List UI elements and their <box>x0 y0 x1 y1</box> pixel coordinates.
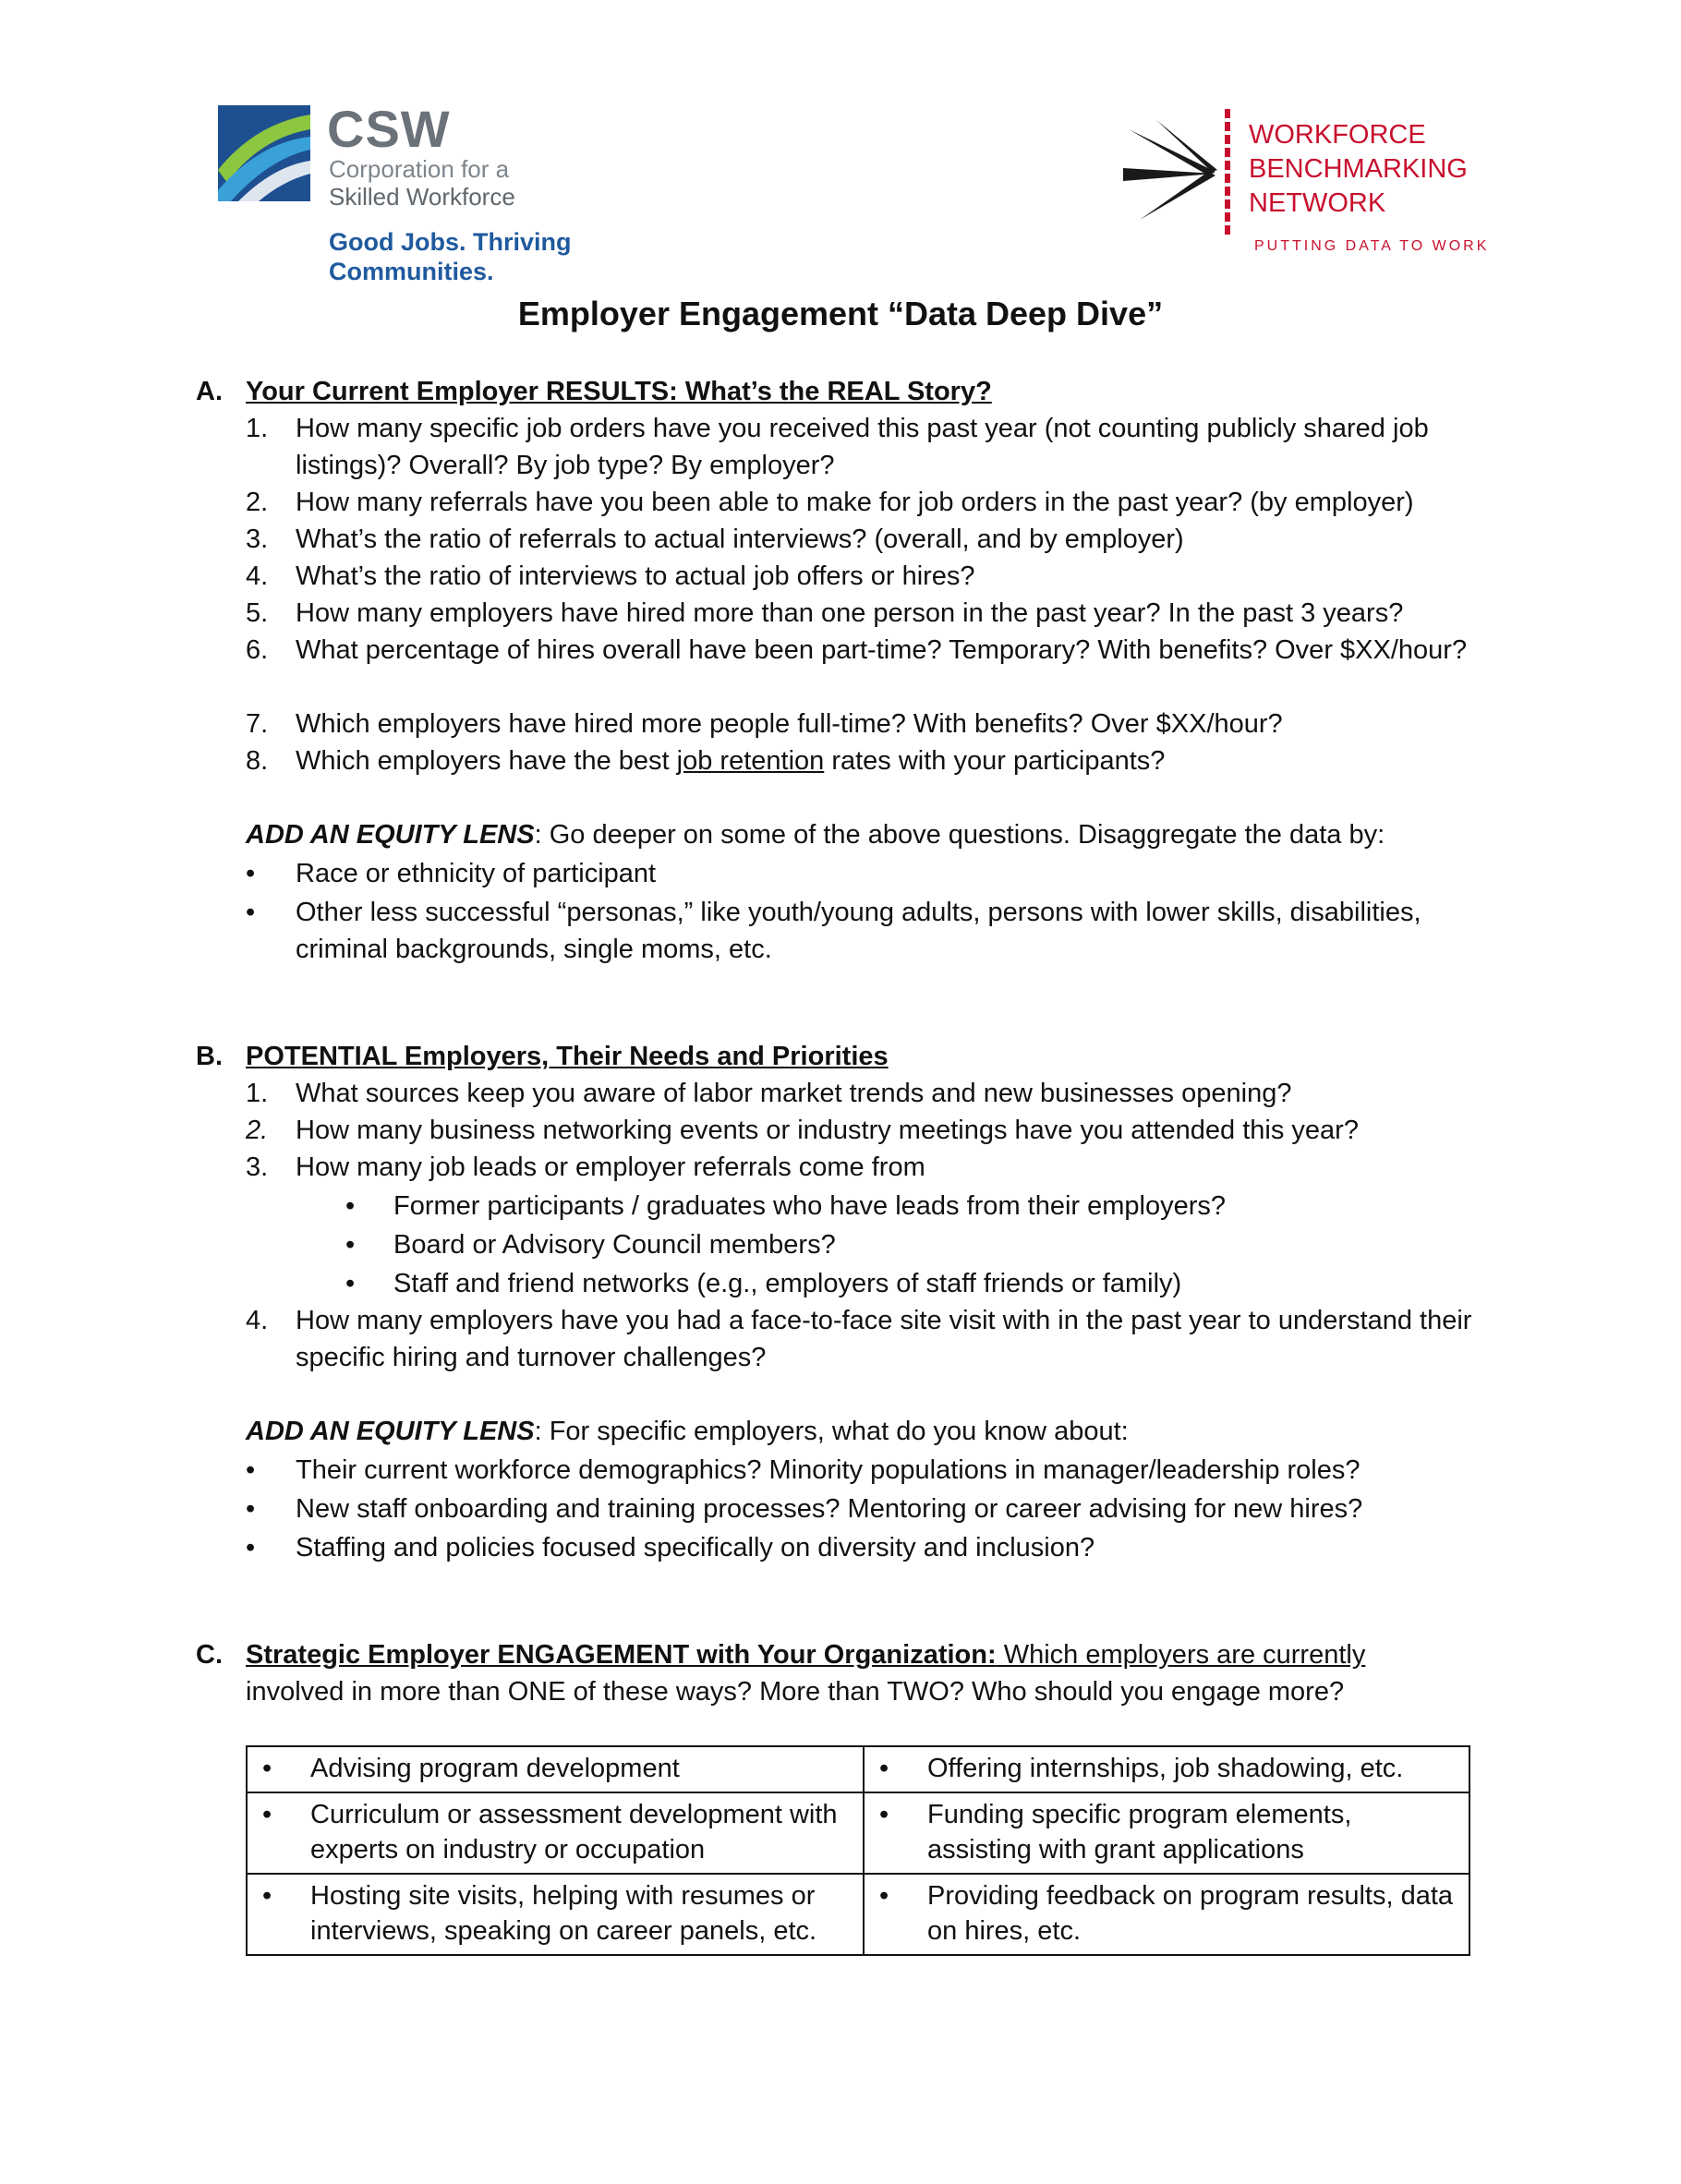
document-page: CSW Corporation for a Skilled Workforce Good Jobs. Thriving Communities. WORKFORCE BENCHMARKING NETWORK PUTTING DATA TO WORK Employer Engagement “Data Deep Dive” A. Your Current Employer RESULTS: What’s the REAL Story? 1. How many specific job orders have you received this past year (not counting publicly shared job listings)? Overall? By job type? By employer? 2. How many referrals have you been able to make for job orders in the past year? (by employer) 3. What’s the ratio of referrals to actual interviews? (overall, and by employer) 4. What’s the ratio of interviews to actual job offers or hires? 5. How many employers have hired more than one person in the past year? In the past 3 years? 6. What percentage of hires overall have been part-time? Temporary? With benefits? Over $XX/hour? 7. Which employers have hired more people full-time? With benefits? Over $XX/hour? 8. Which employers have the best job retention rates with your participants? ADD AN EQUITY LENS: Go deeper on some of the above questions. Disaggregate the data by: • Race or ethnicity of participant • Other less successful “personas,” like youth/young adults, persons with lower skills, disabilities, criminal backgrounds, single moms, etc. B. POTENTIAL Employers, Their Needs and Priorities 1. What sources keep you aware of labor market trends and new businesses opening? 2. How many business networking events or industry meetings have you attended this year? 3. How many job leads or employer referrals come from • Former participants / graduates who have leads from their employers? • Board or Advisory Council members? • Staff and friend networks (e.g., employers of staff friends or family) 4. How many employers have you had a face-to-face site visit with in the past year to understand their specific hiring and turnover challenges? ADD AN EQUITY LENS: For specific employers, what do you know about: • Their current workforce demographics? Minority populations in manager/leadership roles? • New staff onboarding and training processes? Mentoring or career advising for new hires? • Staffing and policies focused specifically on diversity and inclusion? C. Strategic Employer ENGAGEMENT with Your Organization: Which employers are currently involved in more than ONE of these ways? More than TWO? Who should you engage more? • Advising program development • Offering internships, job shadowing, etc. • Curriculum or assessment development with experts on industry or occupation • Funding specific program elements, assisting with grant applications • Hosting site visits, helping with resumes or interviews, speaking on career panels, etc. • Providing feedback on program results, data on hires, etc. <box>0 0 1681 2184</box>
bullet-icon: • <box>246 898 256 927</box>
table-cell: • Offering internships, job shadowing, etc. <box>864 1746 1469 1792</box>
table-row <box>247 1746 1469 1792</box>
bullet-icon: • <box>345 1191 356 1221</box>
wbn-tagline: PUTTING DATA TO WORK <box>1254 238 1490 254</box>
bullet-icon: • <box>345 1269 356 1298</box>
bullet-icon: • <box>246 1533 256 1563</box>
bullet-icon: • <box>879 1800 889 1829</box>
page-title: Employer Engagement “Data Deep Dive” <box>517 295 1164 332</box>
section-b-equity-lens: ADD AN EQUITY LENS: For specific employers, what do you know about: <box>246 1417 1129 1446</box>
bullet-icon: • <box>246 1494 256 1524</box>
bullet-icon: • <box>879 1881 889 1911</box>
section-a-title: Your Current Employer RESULTS: What’s the REAL Story? <box>246 377 992 406</box>
section-a-equity-lens: ADD AN EQUITY LENS: Go deeper on some of the above questions. Disaggregate the data by: <box>246 820 1385 850</box>
table-cell: • Hosting site visits, helping with resumes or interviews, speaking on career panels, etc. <box>247 1874 864 1955</box>
bullet-icon: • <box>262 1754 272 1783</box>
csw-logo <box>218 100 698 285</box>
table-row <box>247 1874 1469 1955</box>
bullet-icon: • <box>879 1754 889 1783</box>
wbn-logo <box>1119 109 1507 257</box>
section-b-letter: B. <box>196 1042 223 1071</box>
csw-tagline: Good Jobs. Thriving Communities. <box>329 228 572 285</box>
csw-subtitle-line1: Corporation for a <box>329 155 510 183</box>
section-a-letter: A. <box>196 377 223 406</box>
section-c-letter: C. <box>196 1640 223 1670</box>
wbn-line1: WORKFORCE <box>1249 120 1426 150</box>
section-c-title: Strategic Employer ENGAGEMENT with Your Organization: <box>246 1640 997 1670</box>
table-row <box>247 1792 1469 1874</box>
table-cell: • Advising program development <box>247 1746 864 1792</box>
section-b-title: POTENTIAL Employers, Their Needs and Priorities <box>246 1042 889 1071</box>
csw-name: CSW <box>327 100 451 158</box>
wbn-divider <box>1225 109 1230 235</box>
csw-subtitle-line2: Skilled Workforce <box>329 183 515 211</box>
bullet-icon: • <box>262 1881 272 1911</box>
engagement-table <box>246 1745 1470 1956</box>
section-c-intro: Which employers are currently <box>996 1640 1366 1670</box>
bullet-icon: • <box>246 1455 256 1485</box>
table-cell: • Providing feedback on program results, data on hires, etc. <box>864 1874 1469 1955</box>
bullet-icon: • <box>246 859 256 888</box>
table-cell: • Curriculum or assessment development with experts on industry or occupation <box>247 1792 864 1874</box>
bullet-icon: • <box>345 1230 356 1260</box>
csw-swoosh-icon <box>218 105 310 201</box>
bullet-icon: • <box>262 1800 272 1829</box>
wbn-rays-icon <box>1119 116 1230 227</box>
table-cell: • Funding specific program elements, assisting with grant applications <box>864 1792 1469 1874</box>
job-retention-underlined: job retention <box>676 746 825 776</box>
wbn-line3: NETWORK <box>1249 188 1386 218</box>
section-c-intro-line2: involved in more than ONE of these ways? More than TWO? Who should you engage more? <box>246 1677 1345 1707</box>
wbn-line2: BENCHMARKING <box>1249 154 1468 184</box>
